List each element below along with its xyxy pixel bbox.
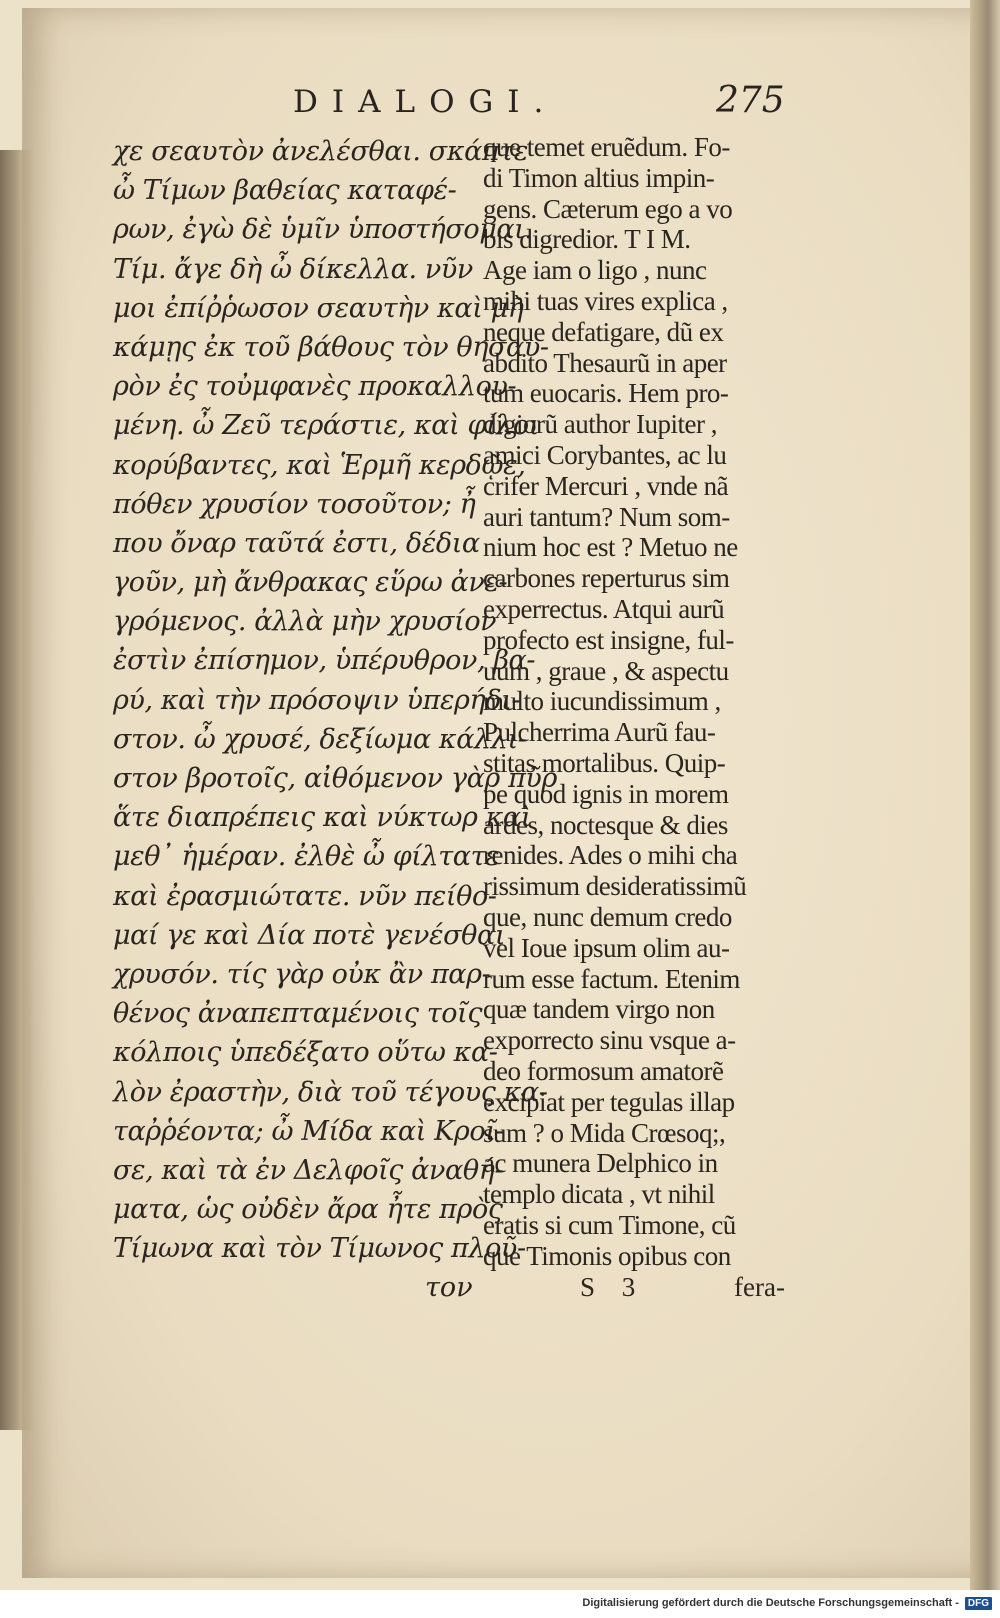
text-line: digiorũ author Iupiter , <box>483 409 717 440</box>
greek-text-column <box>113 132 557 1268</box>
text-line: γοῦν, μὴ ἄνθρακας εὕρω ἀνε- <box>113 567 508 599</box>
text-line: κάμῃς ἐκ τοῦ βάθους τὸν θησαυ- <box>113 331 549 363</box>
text-line: ac munera Delphico in <box>483 1148 718 1179</box>
text-line: κορύβαντες, καὶ Ἑρμῆ κερδῷε, <box>113 449 526 481</box>
text-line: ρὸν ἐς τοὐμφανὲς προκαλλου- <box>113 371 517 403</box>
text-line: multo iucundissimum , <box>483 686 721 717</box>
text-line: uum , graue , & aspectu <box>483 655 729 686</box>
text-line: rum esse factum. Etenim <box>483 963 740 994</box>
greek-catchword: τον <box>425 1272 473 1303</box>
text-line: amici Corybantes, ac lu <box>483 439 727 470</box>
text-line: stitas mortalibus. Quip- <box>483 747 726 778</box>
text-line: θένος ἀναπεπταμένοις τοῖς <box>113 998 483 1030</box>
text-line: nium hoc est ? Metuo ne <box>483 532 738 563</box>
text-line: tum euocaris. Hem pro- <box>483 378 729 409</box>
text-line: ἅτε διαπρέπεις καὶ νύκτωρ καὶ <box>113 802 531 834</box>
text-line: Pulcherrima Aurũ fau- <box>483 717 716 748</box>
text-line: renides. Ades o mihi cha <box>483 840 738 871</box>
text-line: pe quod ignis in morem <box>483 778 729 809</box>
text-line: gens. Cæterum ego a vo <box>483 193 733 224</box>
text-line: χρυσόν. τίς γὰρ οὐκ ἂν παρ- <box>113 958 491 990</box>
text-line: στον βροτοῖς, αἰθόμενον γὰρ πῦρ <box>113 763 557 794</box>
text-line: ἐστὶν ἐπίσημον, ὑπέρυθρον, βα- <box>113 645 536 677</box>
text-line: ταῤῥέοντα; ὦ Μίδα καὶ Κροῖ- <box>113 1115 505 1147</box>
text-line: eratis si cum Timone, cũ <box>483 1209 736 1240</box>
text-line: profecto est insigne, ful- <box>483 624 734 655</box>
text-line: μοι ἐπίῤῥωσον σεαυτὴν καὶ μὴ <box>113 292 524 324</box>
text-line: Age iam o ligo , nunc <box>483 255 707 286</box>
text-line: σε, καὶ τὰ ἐν Δελφοῖς ἀναθή- <box>113 1154 504 1186</box>
text-line: quæ tandem virgo non <box>483 994 715 1025</box>
text-line: Τίμ. ἄγε δὴ ὦ δίκελλα. νῦν <box>113 253 473 285</box>
text-line: que Timonis opibus con <box>483 1240 731 1271</box>
signature-mark: S 3 <box>580 1272 646 1302</box>
text-line: ματα, ὡς οὐδὲν ἄρα ἦτε πρὸς <box>113 1194 503 1226</box>
running-title: DIALOGI. <box>293 84 558 120</box>
text-line: μαί γε καὶ Δία ποτὲ γενέσθαι <box>113 919 506 951</box>
dfg-logo: DFG <box>965 1597 992 1610</box>
text-line: deo formosum amatorẽ <box>483 1055 724 1086</box>
text-line: γρόμενος. ἀλλὰ μὴν χρυσίον <box>113 606 497 638</box>
text-line: καὶ ἐρασμιώτατε. νῦν πείθο- <box>113 880 497 912</box>
book-fore-edge <box>970 0 1000 1590</box>
text-line: ρύ, καὶ τὴν πρόσοψιν ὑπερήδι- <box>113 684 521 716</box>
text-line: πόθεν χρυσίον τοσοῦτον; ἦ <box>113 488 476 520</box>
text-line: di Timon altius impin- <box>483 162 715 193</box>
text-line: mihi tuas vires explica , <box>483 285 728 316</box>
text-line: neque defatigare, dũ ex <box>483 316 724 347</box>
page-header <box>0 80 1000 128</box>
text-line: κόλποις ὑπεδέξατο οὕτω κα- <box>113 1037 498 1069</box>
text-line: carbones reperturus sim <box>483 563 730 594</box>
text-line: crifer Mercuri , vnde nã <box>483 470 729 501</box>
text-line: auri tantum? Num som- <box>483 501 730 532</box>
catchwords-line <box>0 1272 1000 1308</box>
text-line: ρων, ἐγὼ δὲ ὑμῖν ὑποστήσομαι. <box>113 214 533 246</box>
text-line: abdito Thesaurũ in aper <box>483 347 727 378</box>
digitization-footer <box>582 1592 992 1614</box>
text-line: μεθ᾽ ἡμέραν. ἐλθὲ ὦ φίλτατε <box>113 841 500 873</box>
footer-credit: Digitalisierung gefördert durch die Deutsche Forschungsgemeinschaft - <box>582 1597 959 1609</box>
text-line: ὦ Τίμων βαθείας καταφέ- <box>113 175 457 207</box>
text-line: que, nunc demum credo <box>483 901 732 932</box>
text-line: που ὄναρ ταῦτά ἐστι, δέδια <box>113 527 480 559</box>
page-number: 275 <box>716 80 785 121</box>
text-line: templo dicata , vt nihil <box>483 1179 715 1210</box>
text-line: ardes, noctesque & dies <box>483 809 728 840</box>
text-line: excipiat per tegulas illap <box>483 1086 735 1117</box>
text-line: que temet eruẽdum. Fo- <box>483 132 730 162</box>
text-line: λὸν ἐραστὴν, διὰ τοῦ τέγους κα- <box>113 1076 548 1108</box>
text-line: experrectus. Atqui aurũ <box>483 593 725 624</box>
latin-catchword: fera- <box>734 1272 785 1302</box>
text-line: vel Ioue ipsum olim au- <box>483 932 730 963</box>
text-line: Τίμωνα καὶ τὸν Τίμωνος πλοῦ- <box>113 1233 526 1265</box>
text-line: exporrecto sinu vsque a- <box>483 1025 736 1056</box>
text-line: χε σεαυτὸν ἀνελέσθαι. σκάπτε <box>113 136 528 167</box>
latin-text-column <box>483 132 783 1271</box>
text-line: bis digredior. T I M. <box>483 224 691 255</box>
text-line: στον. ὦ χρυσέ, δεξίωμα κάλλι- <box>113 723 527 755</box>
text-line: rissimum desideratissimũ <box>483 871 747 902</box>
text-line: μένη. ὦ Ζεῦ τεράστιε, καὶ φίλοι <box>113 410 539 442</box>
previous-page-edge <box>0 150 34 1430</box>
text-line: sum ? o Mida Crœsoq;, <box>483 1117 726 1148</box>
